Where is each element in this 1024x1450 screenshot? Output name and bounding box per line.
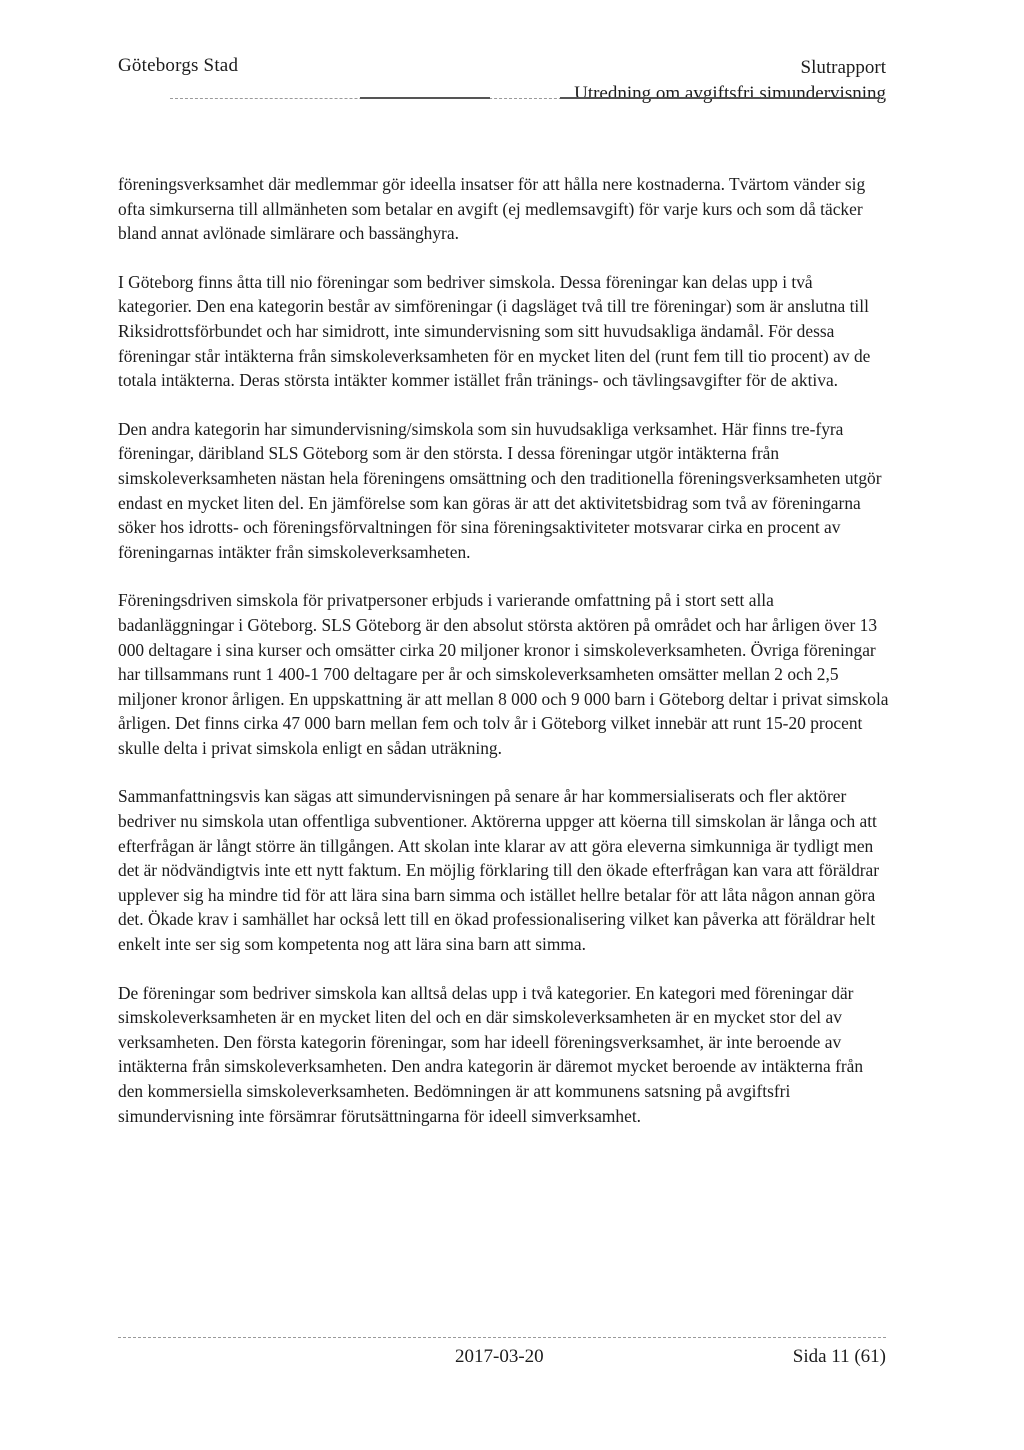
- header-report-title: Utredning om avgiftsfri simundervisning: [574, 83, 886, 104]
- footer-date: 2017-03-20: [455, 1346, 544, 1367]
- header-report-type: Slutrapport: [800, 57, 886, 78]
- header-divider-segment: [360, 97, 490, 99]
- paragraph-3: Den andra kategorin har simundervisning/simskola som sin huvudsakliga verksamhet. Här finns tre-fyra föreningar, däribland SLS Göteborg som är den största. I dessa föreningar utgör intäkterna från simskoleverksamheten nästan hela föreningens omsättning och den traditionella föreningsverksamheten utgör endast en mycket liten del. En jämförelse som kan göras är att det aktivitetsbidrag som två av föreningarna söker hos idrotts- och föreningsförvaltningen för sina föreningsaktiviteter motsvarar cirka en procent av föreningarnas intäkter från simskoleverksamheten.: [118, 418, 882, 562]
- header-report-info: [574, 55, 886, 107]
- footer-page-number: Sida 11 (61): [792, 1346, 886, 1367]
- paragraph-4: Föreningsdriven simskola för privatpersoner erbjuds i varierande omfattning på i stort sett alla badanläggningar i Göteborg. SLS Göteborg är den absolut största aktören på området och har årligen över 13 000 deltagare i sina kurser och omsätter cirka 20 miljoner kronor i simskoleverksamheten. Övriga föreningar har tillsammans runt 1 400-1 700 deltagare per år och simskoleverksamheten omsätter mellan 2 och 2,5 miljoner kronor årligen. En uppskattning är att mellan 8 000 och 9 000 barn i Göteborg deltar i privat simskola årligen. Det finns cirka 47 000 barn mellan fem och tolv år i Göteborg vilket innebär att runt 15-20 procent skulle delta i privat simskola enligt en sådan uträkning.: [118, 590, 889, 758]
- paragraph-2: I Göteborg finns åtta till nio föreningar som bedriver simskola. Dessa föreningar kan delas upp i två kategorier. Den ena kategorin består av simföreningar (i dagsläget två till tre föreningar) som är anslutna till Riksidrottsförbundet och har simidrott, inte simundervisning som sitt huvudsakliga ändamål. För dessa föreningar står intäkterna från simskoleverksamheten för en mycket liten del (runt fem till tio procent) av de totala intäkterna. Deras största intäkter kommer istället från tränings- och tävlingsavgifter för de aktiva.: [118, 271, 871, 391]
- paragraph-5: Sammanfattningsvis kan sägas att simundervisningen på senare år har kommersialiserats och fler aktörer bedriver nu simskola utan offentliga subventioner. Aktörerna uppger att köerna till simskolan är långa och att efterfrågan är långt större än tillgången. Att skolan inte klarar av att göra eleverna simkunniga är tydligt men det är nödvändigtvis inte ett nytt faktum. En möjlig förklaring till den ökade efterfrågan kan vara att föräldrar upplever sig ha mindre tid för att lära sina barn simma och istället hellre betalar för att låta någon annan göra det. Ökade krav i samhället har också lett till en ökad professionalisering vilket kan påverka att föräldrar helt enkelt inte ser sig som kompetenta nog att lära sina barn att simma.: [118, 786, 880, 955]
- footer-divider: [118, 1337, 886, 1338]
- document-body: [118, 172, 890, 1152]
- header-organization: Göteborgs Stad: [118, 55, 239, 76]
- header-divider-segment: [560, 97, 880, 99]
- paragraph-1: föreningsverksamhet där medlemmar gör ideella insatser för att hålla nere kostnaderna. Tvärtom vänder sig ofta simkurserna till allmänheten som betalar en avgift (ej medlemsavgift) för varje kurs och som då täcker bland annat avlönade simlärare och bassänghyra.: [118, 174, 866, 244]
- paragraph-6: De föreningar som bedriver simskola kan alltså delas upp i två kategorier. En kategori med föreningar där simskoleverksamheten är en mycket liten del och en där simskoleverksamheten är en mycket stor del av verksamheten. Den första kategorin föreningar, som har ideell föreningsverksamhet, är inte beroende av intäkterna från simskoleverksamheten. Den andra kategorin är däremot mycket beroende av intäkterna från den kommersiella simskoleverksamheten. Bedömningen är att kommunens satsning på avgiftsfri simundervisning inte försämrar förutsättningarna för ideell simverksamhet.: [118, 982, 864, 1126]
